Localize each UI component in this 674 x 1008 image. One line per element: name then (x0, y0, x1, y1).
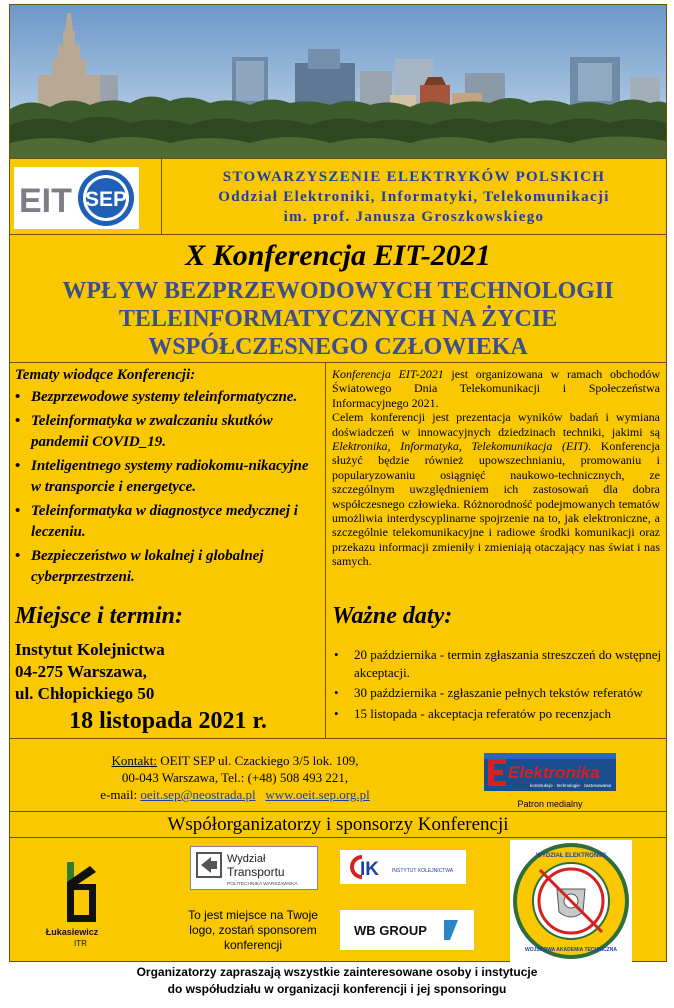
placeholder-line: logo, zostań sponsorem (189, 923, 317, 937)
wat-logo-graphic (510, 840, 632, 962)
sponsor-placeholder (178, 908, 328, 953)
date-item: • 15 listopada - akceptacja referatów po recenzjach (332, 705, 662, 723)
wb-name: WB GROUP (354, 923, 427, 938)
contact-label: Kontakt: (111, 753, 157, 768)
topic-item: • Bezpieczeństwo w lokalnej i globalnej cyberprzestrzeni. (15, 546, 320, 588)
website-link[interactable]: www.oeit.sep.org.pl (265, 787, 370, 802)
elektronika-logo-graphic (484, 753, 616, 791)
description-text: Celem konferencji jest prezentacja wyników badań i wymiana doświadczeń w innowacyjnych dziedzinach techniki, jakimi są (332, 410, 660, 439)
wydzial-transportu-logo (190, 846, 318, 890)
important-dates-list (332, 646, 662, 725)
org-patron: im. prof. Janusza Groszkowskiego (283, 209, 545, 225)
email-label: e-mail: (100, 787, 141, 802)
wat-logo (510, 840, 632, 962)
venue-address (15, 639, 165, 705)
placeholder-line: To jest miejsce na Twoje (188, 908, 318, 922)
ik-logo-graphic (340, 850, 466, 884)
elektronika-tagline: konstrukcje · technologie · zastosowania (530, 783, 612, 788)
placeholder-line: konferencji (223, 938, 283, 952)
conference-date: 18 listopada 2021 r. (69, 708, 267, 734)
footer-invitation (0, 964, 674, 998)
skyline-illustration (10, 5, 666, 159)
sponsors-area (10, 837, 666, 963)
conference-title: X Konferencja EIT-2021 (185, 239, 491, 272)
elektronika-wordmark: Elektronika (508, 763, 600, 782)
instytut-kolejnictwa-logo (340, 850, 466, 884)
transport-line1: Wydział (227, 853, 266, 865)
subtitle-line: WPŁYW BEZPRZEWODOWYCH TECHNOLOGII (62, 278, 614, 304)
wat-bottom-text: WOJSKOWA AKADEMIA TECHNICZNA (525, 947, 617, 953)
contact-address: OEIT SEP ul. Czackiego 3/5 lok. 109, (157, 753, 359, 768)
description-paragraph (332, 410, 660, 568)
contact-section (10, 738, 666, 812)
media-patron-caption: Patron medialny (517, 799, 583, 809)
eit-logo-text: EIT (19, 182, 72, 220)
topic-item: • Inteligentnego systemy radiokomu-nikacyjne w transporcie i energetyce. (15, 456, 320, 498)
topic-item: • Teleinformatyka w zwalczaniu skutków pandemii COVID_19. (15, 411, 320, 453)
eit-sep-logo-graphic (14, 167, 139, 229)
lukasiewicz-logo (12, 842, 132, 962)
organization-names (162, 167, 666, 227)
contact-info (70, 752, 400, 803)
wydzial-transportu-graphic (191, 847, 317, 889)
ik-short: IK (360, 859, 379, 880)
poster (9, 4, 667, 962)
warsaw-skyline-photo (10, 5, 666, 159)
date-item: • 20 października - termin zgłaszania streszczeń do wstępnej akceptacji. (332, 646, 662, 681)
transport-sub: POLITECHNIKA WARSZAWSKA (227, 882, 298, 887)
description-paragraph (332, 367, 660, 410)
contact-city-phone: 00-043 Warszawa, Tel.: (+48) 508 493 221, (121, 770, 349, 785)
email-link[interactable]: oeit.sep@neostrada.pl (140, 787, 256, 802)
lukasiewicz-logo-graphic (12, 842, 132, 962)
org-division: Oddział Elektroniki, Informatyki, Telekomunikacji (218, 189, 610, 205)
organization-header (10, 159, 666, 235)
sep-logo-text: SEP (84, 188, 128, 211)
ik-long: INSTYTUT KOLEJNICTWA (392, 868, 454, 874)
description-text: . Konferencja służyć będzie również upowszechnianiu, promowaniu i popularyzowaniu osiągnięć naukowo-technicznych, ze szczególnym uwzględnieniem ich zastosowań dla dobra współczesnego człowieka. Różnorodność podejmowanych tematów umożliwia interdyscyplinarne spojrzenie na to, jak elektroniczne, a szczególnie telekomunikacyjne i radiowe środki komunikacji oraz przekazu informacji zmieniły i zmieniają otaczający nas świat i nas samych. (332, 439, 660, 569)
description-text: jest organizowana w ramach obchodów Światowego Dnia Telekomunikacji i Społeczeństwa Informacyjnego 2021. (332, 367, 660, 410)
eit-sep-logo (14, 167, 139, 229)
topics-list (15, 387, 320, 591)
wb-group-graphic (340, 910, 474, 950)
conference-subtitle (10, 277, 666, 361)
venue-line: Instytut Kolejnictwa (15, 640, 165, 659)
venue-heading: Miejsce i termin: (15, 603, 183, 629)
lukasiewicz-name: Łukasiewicz (45, 927, 99, 937)
lukasiewicz-unit: ITR (74, 939, 87, 948)
eit-sep-logo-box (10, 159, 162, 234)
date-item: • 30 października - zgłaszanie pełnych tekstów referatów (332, 684, 662, 702)
wb-group-logo (340, 910, 474, 950)
topics-heading: Tematy wiodące Konferencji: (15, 367, 196, 383)
subtitle-line: WSPÓŁCZESNEGO CZŁOWIEKA (148, 334, 528, 360)
right-column (326, 362, 666, 738)
footer-line: do współudziału w organizacji konferencji i jej sponsoringu (167, 982, 507, 996)
important-dates-heading: Ważne daty: (332, 603, 453, 629)
wat-top-text: WYDZIAŁ ELEKTRONIKI (536, 853, 606, 859)
left-column (10, 362, 326, 738)
conference-description (332, 367, 660, 569)
description-conference-name: Konferencja EIT-2021 (332, 367, 444, 381)
venue-line: 04-275 Warszawa, (15, 662, 147, 681)
topic-item: • Bezprzewodowe systemy teleinformatyczne. (15, 387, 320, 408)
description-fields: Elektronika, Informatyka, Telekomunikacja (EIT) (332, 439, 589, 454)
sponsors-heading: Współorganizatorzy i sponsorzy Konferencji (167, 814, 509, 835)
footer-line: Organizatorzy zapraszają wszystkie zainteresowane osoby i instytucje (136, 965, 538, 979)
elektronika-logo (484, 753, 616, 791)
org-name: STOWARZYSZENIE ELEKTRYKÓW POLSKICH (222, 169, 606, 185)
topic-item: • Teleinformatyka w diagnostyce medycznej i leczeniu. (15, 501, 320, 543)
transport-line2: Transportu (227, 865, 285, 879)
subtitle-line: TELEINFORMATYCZNYCH NA ŻYCIE (118, 306, 558, 332)
venue-line: ul. Chłopickiego 50 (15, 684, 155, 703)
